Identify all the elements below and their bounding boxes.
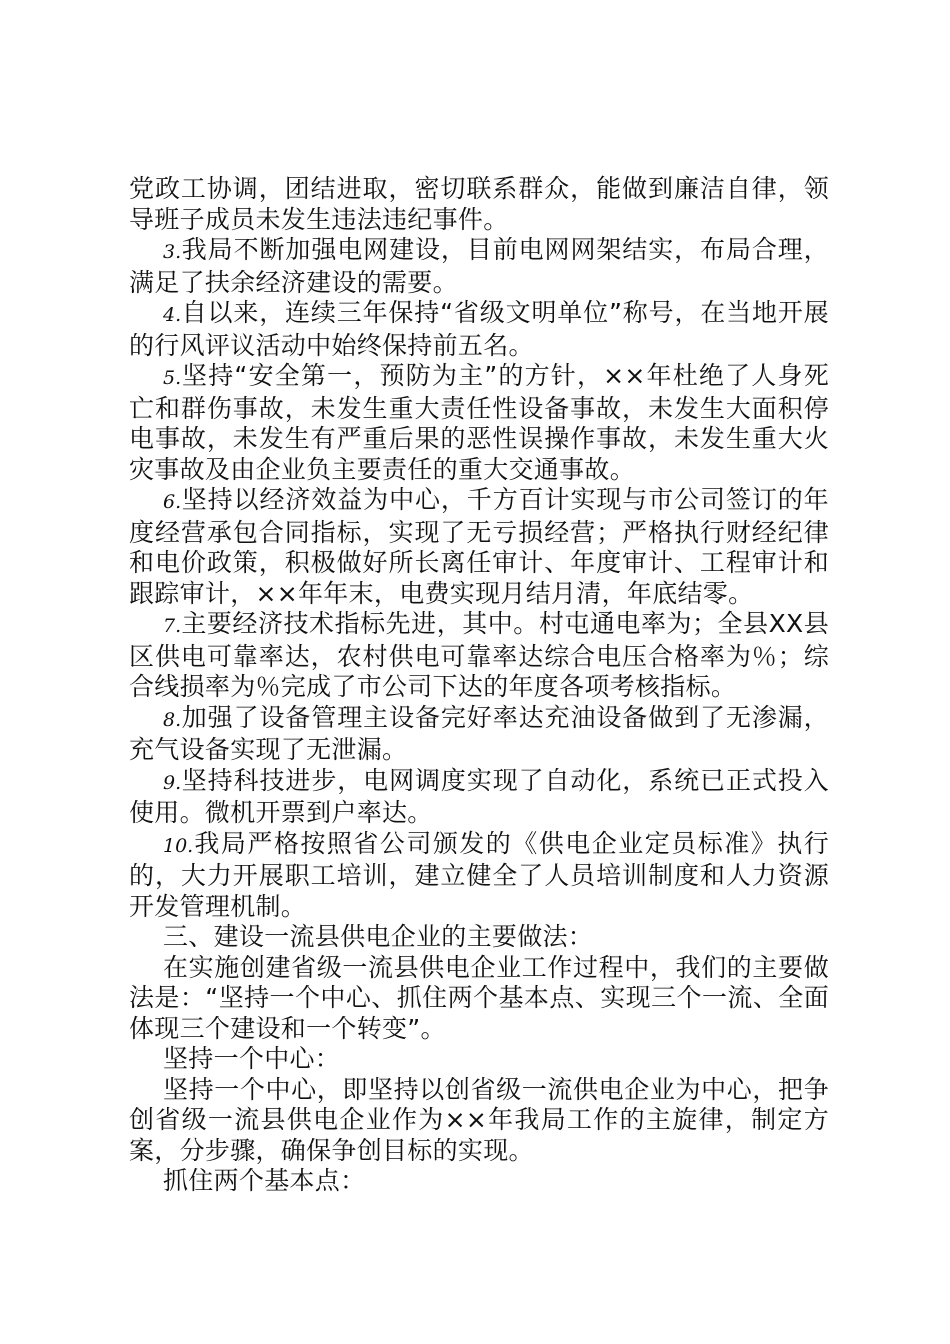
paragraph-text: 坚持“安全第一，预防为主”的方针，××年杜绝了人身死亡和群伤事故，未发生重大责任性设备事故，未发生大面积停电事故，未发生有严重后果的恶性误操作事故，未发生重大火灾事故及由企业负主要责任的重大交通事故。 — [129, 361, 829, 484]
item-number: 5. — [163, 367, 182, 389]
paragraph-text: 我局不断加强电网建设，目前电网网架结实，布局合理，满足了扶余经济建设的需要。 — [129, 235, 829, 297]
paragraph-item-10 — [129, 829, 829, 923]
paragraph-text: 自以来，连续三年保持“省级文明单位”称号，在当地开展的行风评议活动中始终保持前五名。 — [129, 298, 829, 360]
paragraph-text: 在实施创建省级一流县供电企业工作过程中，我们的主要做法是：“坚持一个中心、抓住两个基本点、实现三个一流、全面体现三个建设和一个转变”。 — [129, 952, 829, 1043]
document-body — [129, 174, 829, 1197]
paragraph-text: 抓住两个基本点： — [163, 1166, 366, 1195]
paragraph-body — [129, 953, 829, 1045]
item-number: 9. — [163, 771, 182, 794]
section-heading — [129, 922, 829, 953]
paragraph-text: 主要经济技术指标先进，其中。村屯通电率为；全县XX县区供电可靠率达，农村供电可靠率达综合电压合格率为％；综合线损率为％完成了市公司下达的年度各项考核指标。 — [129, 609, 829, 701]
paragraph-text: 坚持一个中心，即坚持以创省级一流供电企业为中心，把争创省级一流县供电企业作为××年我局工作的主旋律，制定方案，分步骤，确保争创目标的实现。 — [129, 1074, 829, 1165]
item-number: 7. — [163, 615, 182, 637]
paragraph-item-5 — [129, 361, 829, 485]
paragraph-item-8 — [129, 703, 829, 766]
item-number: 6. — [163, 491, 182, 513]
paragraph-text: 坚持以经济效益为中心，千方百计实现与市公司签订的年度经营承包合同指标，实现了无亏损经营；严格执行财经纪律和电价政策，积极做好所长离任审计、年度审计、工程审计和跟踪审计，××年年末，电费实现月结月清，年底结零。 — [129, 485, 829, 608]
item-number: 10. — [163, 834, 194, 857]
paragraph-item-9 — [129, 766, 829, 829]
paragraph-item-3 — [129, 235, 829, 298]
paragraph-item-6 — [129, 485, 829, 609]
paragraph-text: 坚持一个中心： — [163, 1044, 341, 1073]
paragraph-continuation — [129, 174, 829, 235]
subheading — [129, 1044, 829, 1075]
paragraph-text: 我局严格按照省公司颁发的《供电企业定员标准》执行的，大力开展职工培训，建立健全了人员培训制度和人力资源开发管理机制。 — [129, 828, 829, 921]
paragraph-text: 三、建设一流县供电企业的主要做法： — [163, 922, 594, 951]
paragraph-item-4 — [129, 298, 829, 361]
paragraph-text: 党政工协调，团结进取，密切联系群众，能做到廉洁自律，领导班子成员未发生违法违纪事件。 — [129, 174, 829, 234]
paragraph-text: 坚持科技进步，电网调度实现了自动化，系统已正式投入使用。微机开票到户率达。 — [129, 765, 829, 827]
item-number: 3. — [163, 241, 182, 263]
paragraph-item-7 — [129, 609, 829, 703]
paragraph-text: 加强了设备管理主设备完好率达充油设备做到了无渗漏，充气设备实现了无泄漏。 — [129, 702, 829, 764]
subheading — [129, 1166, 829, 1197]
item-number: 4. — [163, 304, 182, 326]
item-number: 8. — [163, 708, 182, 731]
paragraph-body — [129, 1075, 829, 1167]
